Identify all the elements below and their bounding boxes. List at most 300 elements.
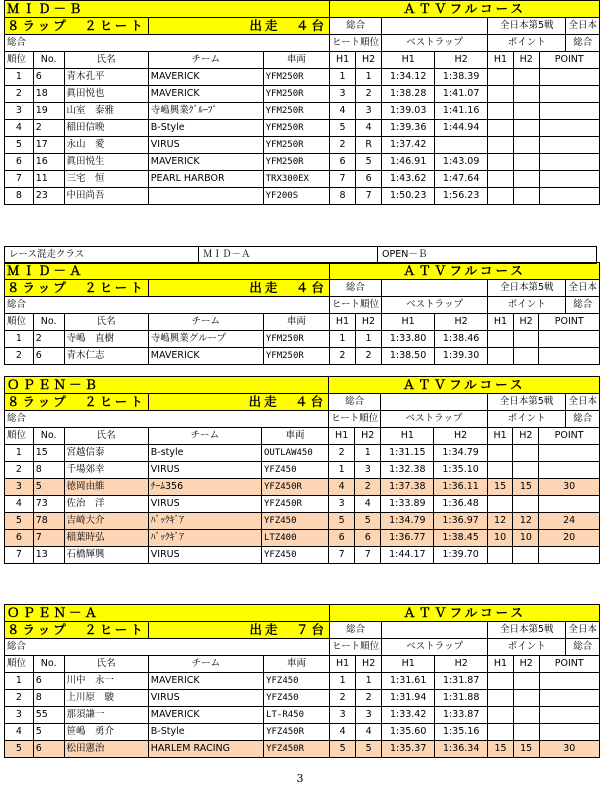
cell-pt [539, 690, 599, 707]
race-class-label: レース混走クラス [5, 247, 199, 264]
col-h1: H1 [330, 656, 356, 673]
cell-name: 佐治 洋 [64, 496, 148, 513]
cell-p1: 12 [487, 513, 513, 530]
col-lap-h1: H1 [382, 656, 435, 673]
laps-heats: ８ラップ ２ヒート [5, 622, 149, 639]
table-row [5, 496, 600, 513]
entries-count: 出走 ４台 [148, 18, 329, 35]
col-name: 氏名 [64, 314, 148, 331]
cell-lap2: 1:36.34 [435, 741, 488, 758]
cell-h1: 5 [330, 120, 356, 137]
cell-h2: R [356, 137, 382, 154]
class-name: ＯＰＥＮ－Ｂ [5, 377, 329, 394]
cell-p2 [513, 171, 539, 188]
cell-name: 笹嶋 勇介 [64, 724, 148, 741]
cell-h1: 2 [330, 137, 356, 154]
cell-h1: 4 [330, 103, 356, 120]
cell-rank: 5 [5, 741, 34, 758]
label-sogo: 総合 [330, 18, 382, 35]
cell-lap1: 1:33.80 [382, 331, 435, 348]
cell-pt [539, 86, 599, 103]
laps-heats: ８ラップ ２ヒート [5, 280, 149, 297]
cell-vehicle: OUTLAW450 [261, 445, 328, 462]
cell-p1 [487, 496, 513, 513]
cell-p1 [488, 188, 514, 205]
column-header-row [5, 656, 600, 673]
race-class-b: OPEN－Ｂ [378, 247, 597, 264]
cell-pt [539, 724, 599, 741]
cell-h2: 1 [355, 331, 381, 348]
cell-name: 吉崎大介 [64, 513, 148, 530]
cell-vehicle: YFM250R [263, 137, 329, 154]
cell-no: 5 [33, 724, 64, 741]
cell-lap1: 1:33.42 [382, 707, 435, 724]
cell-rank: 3 [5, 103, 34, 120]
cell-p2: 15 [513, 479, 539, 496]
cell-name: 石橋輝興 [64, 547, 148, 564]
cell-pt: 20 [539, 530, 600, 547]
cell-rank: 3 [5, 707, 34, 724]
cell-pt [539, 348, 600, 365]
cell-p2 [513, 69, 539, 86]
cell-pt [539, 673, 599, 690]
cell-lap2: 1:41.07 [435, 86, 488, 103]
cell-lap2: 1:35.10 [434, 462, 487, 479]
table-row [5, 707, 600, 724]
cell-h1: 5 [329, 513, 355, 530]
cell-h2: 3 [356, 707, 382, 724]
col-team: チーム [148, 314, 263, 331]
col-vehicle: 車両 [264, 656, 330, 673]
label-best-lap: ベストラップ [382, 35, 488, 52]
cell-h1: 6 [330, 154, 356, 171]
cell-team: ﾊﾞｯｸｷﾞｱ [148, 513, 261, 530]
cell-h2: 4 [356, 724, 382, 741]
col-pt-h1: H1 [488, 314, 514, 331]
table-row [5, 462, 600, 479]
cell-team: VIRUS [148, 547, 261, 564]
cell-pt [539, 120, 599, 137]
cell-pt: 30 [539, 741, 599, 758]
cell-p2 [513, 690, 539, 707]
cell-lap1: 1:34.12 [382, 69, 435, 86]
cell-lap2: 1:36.11 [434, 479, 487, 496]
cell-h1: 8 [330, 188, 356, 205]
cell-lap1: 1:44.17 [381, 547, 434, 564]
cell-no: 11 [33, 171, 64, 188]
col-no: No. [33, 428, 64, 445]
cell-h2: 4 [356, 120, 382, 137]
cell-p2 [513, 331, 539, 348]
cell-h1: 3 [329, 496, 355, 513]
col-rank: 順位 [5, 52, 34, 69]
cell-h1: 1 [329, 462, 355, 479]
cell-lap1: 1:34.79 [381, 513, 434, 530]
cell-vehicle: YFZ450R [264, 724, 330, 741]
cell-team: VIRUS [148, 496, 261, 513]
cell-p1: 15 [487, 479, 513, 496]
cell-lap1: 1:31.61 [382, 673, 435, 690]
cell-team: PEARL HARBOR [148, 171, 263, 188]
table-row [5, 86, 600, 103]
label-best-lap: ベストラップ [382, 639, 488, 656]
laps-heats: ８ラップ ２ヒート [5, 18, 149, 35]
label-all-japan: 全日本 [566, 280, 600, 297]
label-sogo: 総合 [329, 394, 381, 411]
label-all-japan-round: 全日本第5戦 [488, 18, 566, 35]
cell-pt [539, 547, 600, 564]
cell-team: VIRUS [148, 462, 261, 479]
cell-no: 2 [33, 331, 64, 348]
cell-p2 [513, 120, 539, 137]
cell-pt [539, 171, 599, 188]
cell-team: B-style [148, 445, 261, 462]
cell-team: HARLEM RACING [148, 741, 263, 758]
cell-h2: 5 [355, 513, 381, 530]
col-h2: H2 [355, 428, 381, 445]
cell-no: 5 [33, 479, 64, 496]
column-header-row [5, 428, 600, 445]
table-row [5, 103, 600, 120]
label-all-japan: 全日本 [566, 394, 600, 411]
table-row [5, 188, 600, 205]
cell-lap1: 1:39.03 [382, 103, 435, 120]
cell-h1: 4 [329, 479, 355, 496]
cell-p2 [513, 445, 539, 462]
cell-lap2: 1:44.94 [435, 120, 488, 137]
cell-no: 73 [33, 496, 64, 513]
cell-vehicle: YFZ450R [261, 496, 328, 513]
entries-count: 出走 ７台 [148, 622, 329, 639]
cell-pt [539, 496, 600, 513]
cell-p2: 12 [513, 513, 539, 530]
cell-vehicle: YFZ450 [264, 673, 330, 690]
cell-pt: 30 [539, 479, 600, 496]
label-all-japan-round: 全日本第5戦 [488, 280, 566, 297]
table-row [5, 673, 600, 690]
result-table-3 [4, 604, 600, 758]
col-point: POINT [539, 52, 599, 69]
cell-no: 78 [33, 513, 64, 530]
cell-lap2: 1:47.64 [435, 171, 488, 188]
cell-p2 [513, 707, 539, 724]
cell-p1 [488, 724, 514, 741]
table-row [5, 530, 600, 547]
cell-name: 稲田信晩 [64, 120, 148, 137]
cell-pt [539, 154, 599, 171]
cell-no: 17 [33, 137, 64, 154]
cell-lap1: 1:50.23 [382, 188, 435, 205]
cell-pt [539, 707, 599, 724]
cell-name: 稲葉時弘 [64, 530, 148, 547]
cell-h2: 7 [356, 188, 382, 205]
course-name: ＡＴＶフルコース [329, 377, 600, 394]
cell-lap2: 1:56.23 [435, 188, 488, 205]
cell-pt [539, 188, 599, 205]
cell-p1 [488, 690, 514, 707]
cell-no: 23 [33, 188, 64, 205]
cell-team: MAVERICK [148, 673, 263, 690]
cell-h1: 1 [329, 331, 355, 348]
cell-lap2: 1:31.87 [435, 673, 488, 690]
col-h1: H1 [330, 52, 356, 69]
cell-rank: 2 [5, 462, 34, 479]
table-row [5, 154, 600, 171]
cell-no: 13 [33, 547, 64, 564]
cell-vehicle: YF200S [263, 188, 329, 205]
cell-name: 青木仁志 [64, 348, 148, 365]
cell-lap1: 1:38.28 [382, 86, 435, 103]
cell-team: MAVERICK [148, 707, 263, 724]
cell-h2: 2 [355, 479, 381, 496]
cell-vehicle: YFM250R [263, 331, 329, 348]
cell-rank: 1 [5, 673, 34, 690]
label-sogo-left: 総合 [5, 297, 330, 314]
cell-rank: 4 [5, 120, 34, 137]
table-row [5, 479, 600, 496]
cell-p1 [487, 547, 513, 564]
cell-h2: 1 [356, 69, 382, 86]
cell-name: 寺嶋 直樹 [64, 331, 148, 348]
cell-vehicle: TRX300EX [263, 171, 329, 188]
cell-p2: 10 [513, 530, 539, 547]
cell-pt [539, 462, 600, 479]
cell-rank: 4 [5, 496, 34, 513]
cell-p1 [487, 462, 513, 479]
col-team: チーム [148, 52, 263, 69]
col-pt-h1: H1 [487, 428, 513, 445]
col-vehicle: 車両 [263, 314, 329, 331]
class-name: ＭＩＤ－Ｂ [5, 1, 330, 18]
col-lap-h1: H1 [382, 52, 435, 69]
cell-h2: 3 [356, 103, 382, 120]
cell-pt [539, 137, 599, 154]
cell-team: MAVERICK [148, 154, 263, 171]
col-lap-h2: H2 [434, 428, 487, 445]
cell-rank: 5 [5, 513, 34, 530]
col-no: No. [33, 656, 64, 673]
col-rank: 順位 [5, 656, 34, 673]
cell-lap2: 1:31.88 [435, 690, 488, 707]
col-lap-h1: H1 [381, 428, 434, 445]
label-all-japan-round: 全日本第5戦 [487, 394, 566, 411]
col-pt-h2: H2 [513, 428, 539, 445]
course-name: ＡＴＶフルコース [329, 263, 599, 280]
cell-name: 中田尚吾 [64, 188, 148, 205]
cell-rank: 2 [5, 348, 34, 365]
label-heat-rank: ヒート順位 [329, 411, 381, 428]
cell-vehicle: YFM250R [263, 69, 329, 86]
cell-h1: 1 [330, 673, 356, 690]
cell-p1: 10 [487, 530, 513, 547]
class-name: ＭＩＤ－Ａ [5, 263, 330, 280]
cell-rank: 1 [5, 69, 34, 86]
cell-h1: 4 [330, 724, 356, 741]
cell-rank: 2 [5, 690, 34, 707]
cell-h2: 6 [355, 530, 381, 547]
cell-team: ﾊﾞｯｸｷﾞｱ [148, 530, 261, 547]
label-sogo-total: 総合 [566, 411, 600, 428]
cell-lap1: 1:37.42 [382, 137, 435, 154]
col-pt-h2: H2 [513, 656, 539, 673]
course-name: ＡＴＶフルコース [330, 605, 600, 622]
cell-vehicle: YFZ450 [264, 690, 330, 707]
cell-lap1: 1:37.38 [381, 479, 434, 496]
cell-vehicle: LT-R450 [264, 707, 330, 724]
label-all-japan: 全日本 [566, 622, 600, 639]
cell-p1 [488, 69, 514, 86]
cell-vehicle: YFM250R [263, 86, 329, 103]
cell-no: 55 [33, 707, 64, 724]
entries-count: 出走 ４台 [148, 394, 328, 411]
cell-rank: 7 [5, 171, 34, 188]
cell-p1 [488, 103, 514, 120]
cell-team: MAVERICK [148, 348, 263, 365]
entries-count: 出走 ４台 [148, 280, 329, 297]
col-h2: H2 [356, 656, 382, 673]
table-row [5, 690, 600, 707]
cell-p1 [488, 673, 514, 690]
col-lap-h2: H2 [435, 656, 488, 673]
column-header-row [5, 52, 600, 69]
cell-pt [539, 103, 599, 120]
cell-lap2: 1:39.30 [435, 348, 488, 365]
col-h1: H1 [329, 428, 355, 445]
cell-h1: 2 [330, 690, 356, 707]
cell-vehicle: YFZ450 [261, 547, 328, 564]
cell-no: 15 [33, 445, 64, 462]
cell-lap1: 1:35.60 [382, 724, 435, 741]
cell-pt [539, 445, 600, 462]
cell-h1: 3 [330, 86, 356, 103]
label-heat-rank: ヒート順位 [330, 35, 382, 52]
cell-team: B-Style [148, 724, 263, 741]
cell-lap1: 1:39.36 [382, 120, 435, 137]
cell-lap1: 1:31.94 [382, 690, 435, 707]
cell-name: 那須謙一 [64, 707, 148, 724]
col-point: POINT [539, 656, 599, 673]
cell-h2: 4 [355, 496, 381, 513]
cell-lap1: 1:36.77 [381, 530, 434, 547]
cell-p2 [513, 496, 539, 513]
cell-h1: 5 [330, 741, 356, 758]
cell-lap2: 1:34.79 [434, 445, 487, 462]
col-no: No. [33, 52, 64, 69]
col-vehicle: 車両 [263, 52, 329, 69]
table-row [5, 120, 600, 137]
cell-p2 [513, 86, 539, 103]
col-point: POINT [539, 428, 600, 445]
cell-no: 6 [33, 741, 64, 758]
cell-p2 [513, 137, 539, 154]
cell-team [148, 188, 263, 205]
cell-rank: 1 [5, 445, 34, 462]
cell-no: 6 [33, 69, 64, 86]
col-team: チーム [148, 656, 263, 673]
col-lap-h2: H2 [435, 52, 488, 69]
cell-name: 眞田悦生 [64, 154, 148, 171]
label-point: ポイント [487, 411, 566, 428]
cell-h1: 2 [329, 445, 355, 462]
cell-name: 永山 愛 [64, 137, 148, 154]
cell-h2: 5 [356, 154, 382, 171]
label-best-lap: ベストラップ [381, 411, 487, 428]
cell-no: 18 [33, 86, 64, 103]
cell-lap1: 1:46.91 [382, 154, 435, 171]
table-row [5, 137, 600, 154]
cell-vehicle: YFZ450 [261, 513, 328, 530]
table-row [5, 348, 600, 365]
col-pt-h1: H1 [488, 52, 514, 69]
cell-rank: 7 [5, 547, 34, 564]
cell-h2: 2 [356, 690, 382, 707]
table-row [5, 69, 600, 86]
cell-p2 [513, 547, 539, 564]
cell-lap2: 1:39.70 [434, 547, 487, 564]
cell-no: 19 [33, 103, 64, 120]
col-rank: 順位 [5, 314, 34, 331]
cell-vehicle: YFZ450R [264, 741, 330, 758]
cell-h2: 2 [356, 86, 382, 103]
cell-lap2: 1:38.39 [435, 69, 488, 86]
cell-h2: 3 [355, 462, 381, 479]
table-row [5, 445, 600, 462]
cell-name: 宮越信泰 [64, 445, 148, 462]
cell-name: 山室 泰雅 [64, 103, 148, 120]
cell-lap1: 1:35.37 [382, 741, 435, 758]
laps-heats: ８ラップ ２ヒート [5, 394, 149, 411]
col-name: 氏名 [64, 428, 148, 445]
cell-name: 千場郊幸 [64, 462, 148, 479]
cell-h2: 2 [355, 348, 381, 365]
cell-lap2: 1:33.87 [435, 707, 488, 724]
cell-h2: 5 [356, 741, 382, 758]
cell-h2: 7 [355, 547, 381, 564]
cell-name: 徳岡由維 [64, 479, 148, 496]
label-sogo-left: 総合 [5, 35, 330, 52]
cell-team: B-Style [148, 120, 263, 137]
class-name: ＯＰＥＮ－Ａ [5, 605, 330, 622]
cell-name: 三宅 恒 [64, 171, 148, 188]
cell-vehicle: YFZ450R [261, 479, 328, 496]
cell-p1 [488, 154, 514, 171]
cell-vehicle: YFM250R [263, 103, 329, 120]
course-name: ＡＴＶフルコース [330, 1, 600, 18]
label-sogo-total: 総合 [566, 35, 600, 52]
cell-rank: 8 [5, 188, 34, 205]
table-row [5, 547, 600, 564]
label-sogo-total: 総合 [566, 297, 600, 314]
col-lap-h1: H1 [382, 314, 435, 331]
cell-lap1: 1:43.62 [382, 171, 435, 188]
cell-pt [539, 331, 600, 348]
cell-p1 [487, 445, 513, 462]
label-heat-rank: ヒート順位 [329, 297, 381, 314]
table-row [5, 724, 600, 741]
label-all-japan-round: 全日本第5戦 [488, 622, 566, 639]
cell-team: 寺嶋興業グループ [148, 331, 263, 348]
col-pt-h2: H2 [513, 314, 539, 331]
col-no: No. [33, 314, 64, 331]
cell-p1: 15 [488, 741, 514, 758]
cell-vehicle: YFM250R [263, 154, 329, 171]
cell-rank: 6 [5, 154, 34, 171]
cell-no: 8 [33, 690, 64, 707]
race-class-a: ＭＩＤ－Ａ [199, 247, 378, 264]
table-row [5, 331, 600, 348]
cell-h1: 3 [330, 707, 356, 724]
col-h2: H2 [356, 52, 382, 69]
